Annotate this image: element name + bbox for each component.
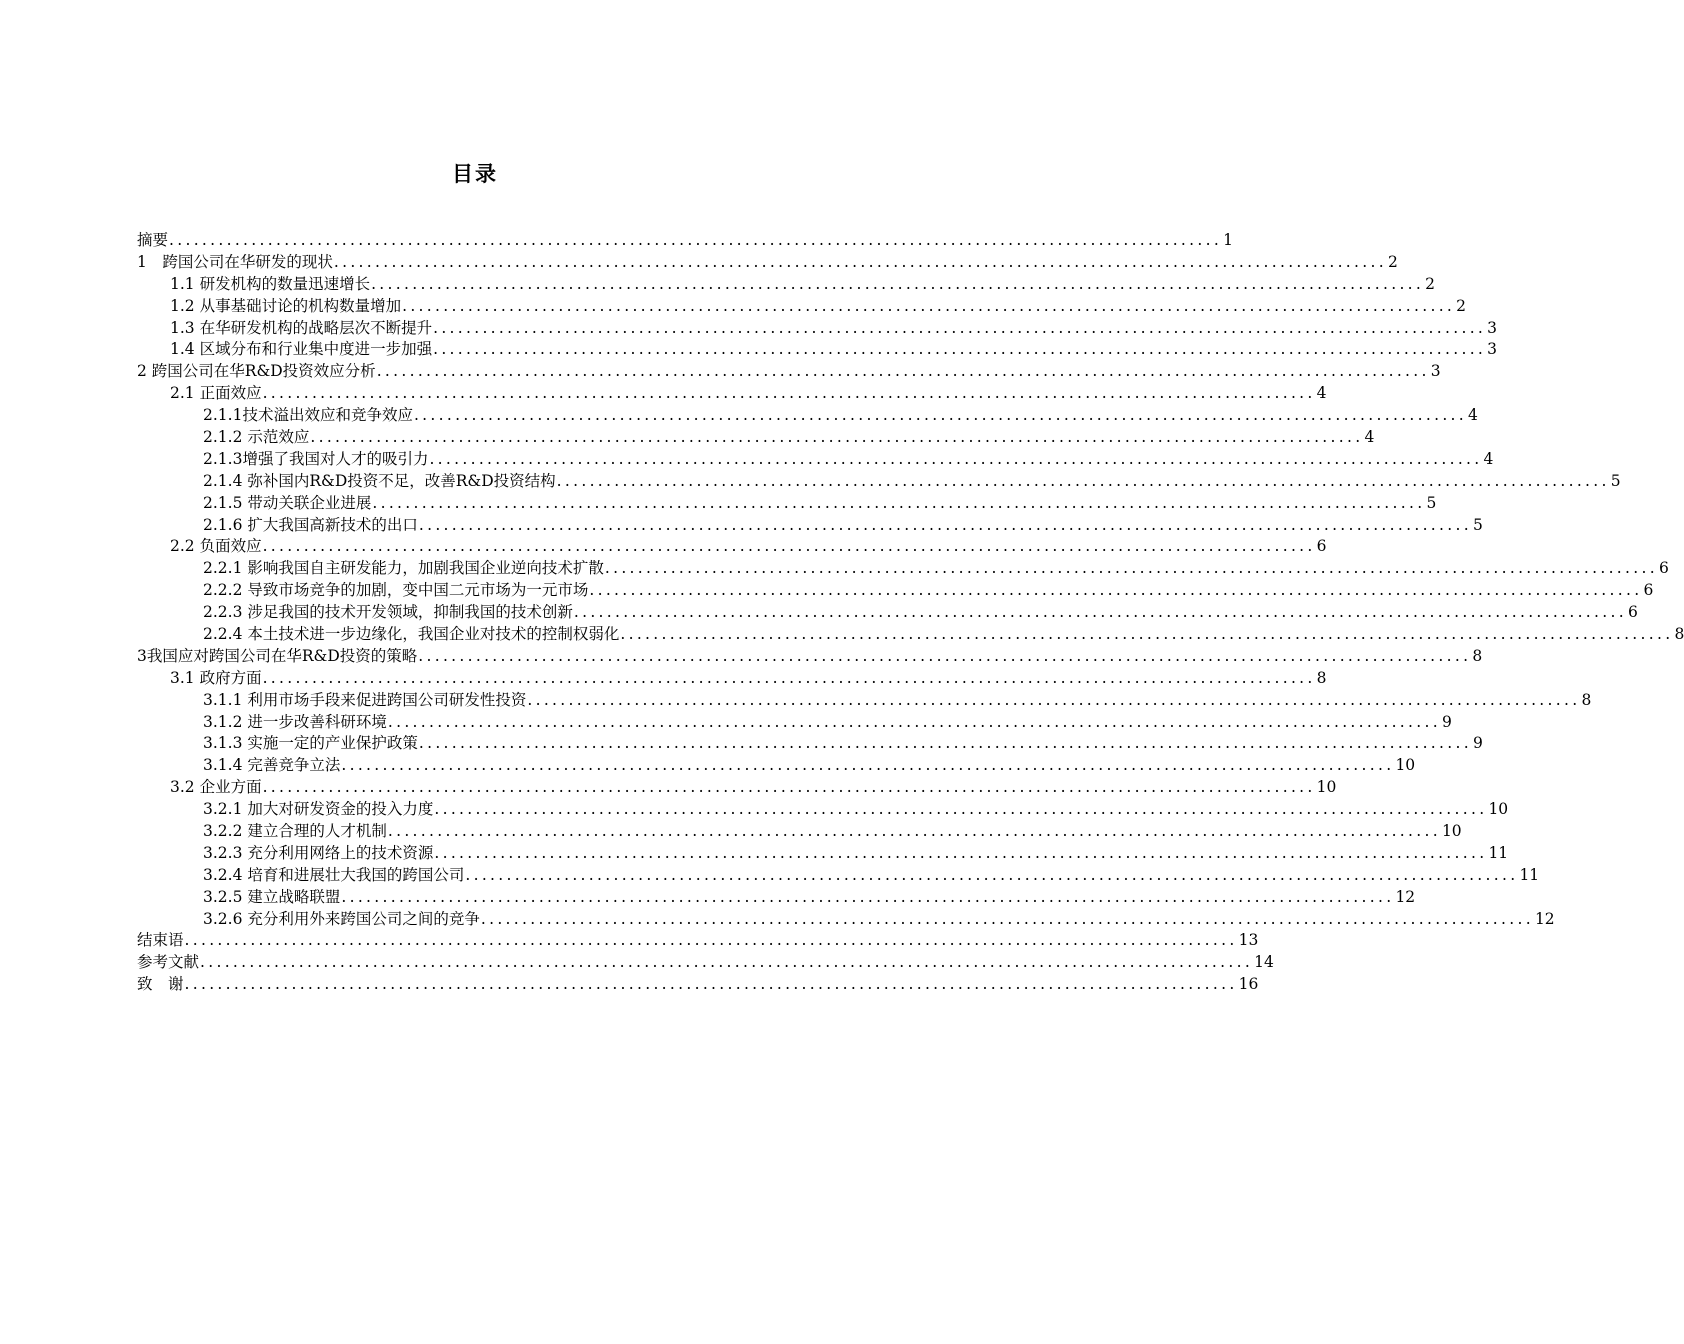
toc-page-number[interactable]: 16 — [1238, 975, 1259, 994]
toc-entry[interactable] — [137, 821, 1462, 843]
toc-entry[interactable] — [137, 952, 1274, 974]
toc-entry-title[interactable]: 2.1.1技术溢出效应和竞争效应 — [203, 406, 413, 425]
toc-page-number[interactable]: 5 — [1426, 493, 1437, 512]
toc-page-number[interactable]: 8 — [1316, 668, 1327, 687]
toc-entry-title[interactable]: 2 跨国公司在华R&D投资效应分析 — [137, 362, 376, 381]
toc-entry-title[interactable]: 2.1.4 弥补国内R&D投资不足，改善R&D投资结构 — [203, 471, 556, 490]
toc-entry[interactable] — [137, 865, 1540, 887]
toc-entry[interactable] — [137, 471, 1621, 493]
toc-dot-leader: ................................................................................................................................ — [262, 384, 1316, 403]
toc-page-number[interactable]: 3 — [1487, 318, 1498, 337]
toc-dot-leader: ................................................................................................................................ — [184, 931, 1238, 950]
toc-entry[interactable] — [137, 449, 1494, 471]
toc-dot-leader: ................................................................................................................................ — [418, 515, 1472, 534]
toc-dot-leader: ................................................................................................................................ — [604, 559, 1658, 578]
toc-page-number[interactable]: 10 — [1488, 800, 1509, 819]
toc-dot-leader: ................................................................................................................................ — [333, 252, 1387, 271]
toc-entry-title[interactable]: 1 跨国公司在华研发的现状 — [137, 252, 333, 271]
toc-dot-leader: ................................................................................................................................ — [184, 975, 1238, 994]
toc-entry[interactable] — [137, 405, 1478, 427]
table-of-contents — [137, 230, 1684, 996]
toc-entry[interactable] — [137, 383, 1327, 405]
toc-entry[interactable] — [137, 361, 1441, 383]
toc-page-number[interactable]: 12 — [1534, 909, 1555, 928]
toc-dot-leader: ................................................................................................................................ — [341, 756, 1395, 775]
toc-dot-leader: ................................................................................................................................ — [262, 668, 1316, 687]
toc-dot-leader: ................................................................................................................................ — [418, 734, 1472, 753]
page-title: 目录 — [452, 162, 498, 186]
toc-dot-leader: ................................................................................................................................ — [376, 362, 1430, 381]
toc-dot-leader: ................................................................................................................................ — [413, 406, 1468, 425]
toc-entry-title[interactable]: 2.2.1 影响我国自主研发能力，加剧我国企业逆向技术扩散 — [203, 559, 604, 578]
toc-entry[interactable] — [137, 712, 1452, 734]
toc-entry-title[interactable]: 摘要 — [137, 230, 169, 249]
toc-page-number[interactable]: 6 — [1643, 581, 1654, 600]
toc-page-number[interactable]: 10 — [1316, 778, 1337, 797]
toc-page-number[interactable]: 11 — [1488, 843, 1509, 862]
toc-entry-title[interactable]: 2.2 负面效应 — [170, 537, 262, 556]
toc-page-number[interactable]: 10 — [1395, 756, 1416, 775]
toc-entry[interactable] — [137, 974, 1259, 996]
toc-entry[interactable] — [137, 931, 1259, 953]
toc-page-number[interactable]: 6 — [1316, 537, 1327, 556]
toc-entry-title[interactable]: 1.3 在华研发机构的战略层次不断提升 — [170, 318, 433, 337]
toc-entry[interactable] — [137, 493, 1437, 515]
toc-entry-title[interactable]: 参考文献 — [137, 953, 200, 972]
toc-entry-title[interactable]: 3.2.5 建立战略联盟 — [203, 887, 341, 906]
toc-dot-leader: ................................................................................................................................ — [480, 909, 1534, 928]
toc-entry-title[interactable]: 2.2.2 导致市场竞争的加剧，变中国二元市场为一元市场 — [203, 581, 589, 600]
toc-entry-title[interactable]: 结束语 — [137, 931, 184, 950]
toc-dot-leader: ................................................................................................................................ — [429, 449, 1483, 468]
toc-dot-leader: ................................................................................................................................ — [433, 318, 1487, 337]
toc-entry[interactable] — [137, 515, 1483, 537]
toc-entry-title[interactable]: 3.1.4 完善竞争立法 — [203, 756, 341, 775]
toc-page-number[interactable]: 3 — [1487, 340, 1498, 359]
toc-dot-leader: ................................................................................................................................ — [434, 800, 1488, 819]
toc-entry[interactable] — [137, 318, 1498, 340]
toc-dot-leader: ................................................................................................................................ — [556, 471, 1610, 490]
toc-page-number[interactable]: 9 — [1472, 734, 1483, 753]
toc-entry[interactable] — [137, 580, 1654, 602]
toc-entry-title[interactable]: 3我国应对跨国公司在华R&D投资的策略 — [137, 646, 418, 665]
toc-entry-title[interactable]: 3.1.1 利用市场手段来促进跨国公司研发性投资 — [203, 690, 527, 709]
toc-entry-title[interactable]: 2.1.2 示范效应 — [203, 428, 310, 446]
toc-entry-title[interactable]: 3.2.4 培育和进展壮大我国的跨国公司 — [203, 865, 465, 884]
toc-page-number[interactable]: 8 — [1674, 625, 1684, 644]
toc-entry-title[interactable]: 3.2.3 充分利用网络上的技术资源 — [203, 843, 434, 862]
toc-entry-title[interactable]: 2.2.3 涉足我国的技术开发领域，抑制我国的技术创新 — [203, 603, 573, 622]
toc-page-number[interactable]: 5 — [1472, 515, 1483, 534]
toc-page-number[interactable]: 14 — [1254, 953, 1274, 972]
toc-entry-title[interactable]: 1.4 区域分布和行业集中度进一步加强 — [170, 340, 433, 359]
toc-dot-leader: ................................................................................................................................ — [402, 296, 1456, 315]
toc-dot-leader: ................................................................................................................................ — [434, 843, 1488, 862]
toc-page-number[interactable]: 4 — [1468, 406, 1478, 425]
toc-page-number[interactable]: 5 — [1610, 471, 1621, 490]
toc-dot-leader: ................................................................................................................................ — [371, 274, 1425, 293]
toc-dot-leader: ................................................................................................................................ — [341, 887, 1395, 906]
toc-entry-title[interactable]: 2.1.3增强了我国对人才的吸引力 — [203, 449, 429, 468]
toc-entry-title[interactable]: 2.1.5 带动关联企业进展 — [203, 493, 372, 512]
toc-entry[interactable] — [137, 558, 1669, 580]
toc-page-number[interactable]: 4 — [1316, 384, 1327, 403]
toc-entry-title[interactable]: 2.1 正面效应 — [170, 384, 262, 403]
toc-dot-leader: ................................................................................................................................ — [200, 953, 1254, 972]
toc-dot-leader: ................................................................................................................................ — [387, 712, 1441, 731]
toc-entry[interactable] — [137, 668, 1327, 690]
toc-dot-leader: ................................................................................................................................ — [310, 428, 1364, 446]
toc-dot-leader: ................................................................................................................................ — [433, 340, 1487, 359]
toc-page-number[interactable]: 6 — [1627, 603, 1638, 622]
toc-entry-title[interactable]: 3.1.2 进一步改善科研环境 — [203, 712, 387, 731]
toc-entry-title[interactable]: 2.1.6 扩大我国高新技术的出口 — [203, 515, 418, 534]
toc-entry[interactable] — [137, 296, 1467, 318]
toc-page-number[interactable]: 2 — [1387, 252, 1398, 271]
toc-entry[interactable] — [137, 690, 1592, 712]
toc-page-number[interactable]: 9 — [1441, 712, 1452, 731]
toc-page-number[interactable]: 12 — [1395, 887, 1416, 906]
toc-page-number[interactable]: 3 — [1430, 362, 1441, 381]
toc-dot-leader: ................................................................................................................................ — [573, 603, 1627, 622]
toc-page-number[interactable]: 2 — [1425, 274, 1436, 293]
toc-entry[interactable] — [137, 777, 1337, 799]
toc-dot-leader: ................................................................................................................................ — [465, 865, 1519, 884]
toc-entry[interactable] — [137, 427, 1375, 449]
toc-entry-title[interactable]: 1.2 从事基础讨论的机构数量增加 — [170, 296, 402, 315]
toc-entry-title[interactable]: 1.1 研发机构的数量迅速增长 — [170, 274, 371, 293]
toc-page-number[interactable]: 11 — [1519, 865, 1540, 884]
toc-page-number[interactable]: 1 — [1223, 230, 1233, 249]
toc-entry-title[interactable]: 致 谢 — [137, 975, 184, 994]
toc-entry[interactable] — [137, 755, 1416, 777]
toc-page-number[interactable]: 4 — [1364, 428, 1375, 446]
toc-dot-leader: ................................................................................................................................ — [418, 646, 1472, 665]
toc-entry[interactable] — [137, 602, 1638, 624]
toc-dot-leader: ................................................................................................................................ — [589, 581, 1643, 600]
toc-dot-leader: ................................................................................................................................ — [620, 625, 1674, 644]
toc-entry[interactable] — [137, 843, 1509, 865]
toc-entry[interactable] — [137, 909, 1555, 931]
toc-entry-title[interactable]: 3.1 政府方面 — [170, 668, 262, 687]
toc-dot-leader: ................................................................................................................................ — [527, 690, 1581, 709]
toc-entry[interactable] — [137, 887, 1416, 909]
toc-page-number[interactable]: 8 — [1472, 646, 1483, 665]
toc-page-number[interactable]: 13 — [1238, 931, 1259, 950]
toc-page-number[interactable]: 2 — [1456, 296, 1467, 315]
toc-dot-leader: ................................................................................................................................ — [387, 822, 1441, 841]
toc-entry-title[interactable]: 3.2.6 充分利用外来跨国公司之间的竞争 — [203, 909, 480, 928]
toc-entry-title[interactable]: 3.2 企业方面 — [170, 778, 262, 797]
toc-entry[interactable] — [137, 733, 1483, 755]
toc-page-number[interactable]: 10 — [1441, 822, 1462, 841]
toc-entry[interactable] — [137, 274, 1436, 296]
toc-entry[interactable] — [137, 799, 1509, 821]
toc-entry[interactable] — [137, 252, 1398, 274]
toc-page-number[interactable]: 6 — [1658, 559, 1669, 578]
toc-page-number[interactable]: 4 — [1483, 449, 1494, 468]
toc-page-number[interactable]: 8 — [1581, 690, 1592, 709]
toc-entry-title[interactable]: 3.1.3 实施一定的产业保护政策 — [203, 734, 418, 753]
toc-entry[interactable] — [137, 536, 1327, 558]
toc-dot-leader: ................................................................................................................................ — [372, 493, 1426, 512]
toc-dot-leader: ................................................................................................................................ — [262, 778, 1316, 797]
toc-entry[interactable] — [137, 230, 1233, 252]
toc-entry[interactable] — [137, 624, 1684, 646]
toc-entry-title[interactable]: 3.2.1 加大对研发资金的投入力度 — [203, 800, 434, 819]
toc-entry-title[interactable]: 3.2.2 建立合理的人才机制 — [203, 822, 387, 841]
toc-entry[interactable] — [137, 339, 1498, 361]
toc-entry-title[interactable]: 2.2.4 本土技术进一步边缘化，我国企业对技术的控制权弱化 — [203, 625, 620, 644]
toc-entry[interactable] — [137, 646, 1483, 668]
toc-dot-leader: ................................................................................................................................ — [262, 537, 1316, 556]
toc-dot-leader: ................................................................................................................................ — [169, 230, 1223, 249]
